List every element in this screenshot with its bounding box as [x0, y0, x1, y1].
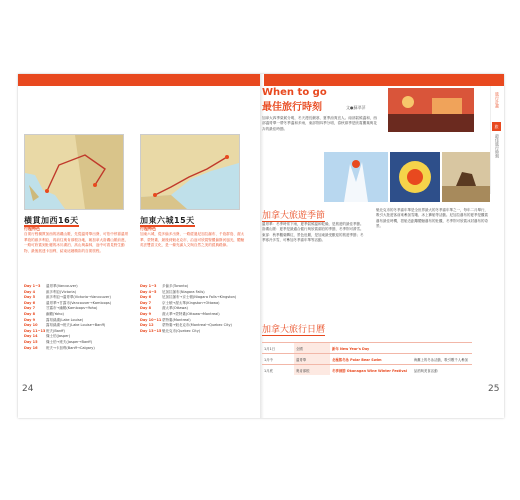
calendar-table: [262, 342, 472, 375]
itinerary-stop: 京士頓→渥太華(Kingston→Ottawa): [162, 300, 220, 305]
itinerary-day: Day 8: [24, 311, 36, 316]
itinerary-stop: 溫哥華→甘露市(Vancouver→Kamloops): [46, 300, 112, 305]
itinerary-stop: 維多利亞→溫哥華(Victoria→Vancouver): [46, 295, 111, 300]
calendar-place: 奧肯那根: [294, 365, 330, 376]
calendar-row: [262, 343, 472, 354]
itinerary-stop: 尼加拉瀑布(Niagara Falls): [162, 289, 205, 294]
map-western-canada: [24, 134, 124, 210]
byline: 文●蘇翠萍: [346, 105, 366, 110]
itinerary-stop: 魁北克市(Quebec City): [162, 328, 201, 333]
intro-text: 加拿大四季氣候分明，冬天漫長嚴寒，夏季涼爽宜人。南部氣候溫和，西部溫哥華一帶冬季溫和多雨，東部則四季分明，春秋兩季是欣賞楓葉與花卉的最佳時節。: [262, 116, 377, 131]
itinerary-stop: 溫哥華(Vancouver): [46, 284, 78, 288]
itinerary-row: [24, 346, 132, 352]
itinerary-stop: 渥太華(Ottawa): [162, 306, 188, 311]
itinerary-day: Day 7: [140, 300, 152, 305]
itinerary-day: Day 6: [140, 295, 152, 300]
map-eastern-canada: [140, 134, 240, 210]
itinerary-day: Day 10: [24, 323, 38, 328]
section-travel-seasons-body-2: 魁北克市的冬季嘉年華是全世界最大的冬季嘉年華之一，每年二月舉行，吸引大批遊客前來參加雪雕、冰上賽船等活動。尼加拉瀑布的夏季是觀賞瀑布最佳時機，搭船近距離體驗瀑布的壯觀，冬季則可欣賞冰封瀑布的奇景。: [376, 208, 488, 229]
page-number-right: 25: [488, 384, 500, 394]
route-subtitle-east: 行程特色: [140, 226, 156, 231]
section-travel-seasons-body: 溫哥華：冬季時常下雨，夏季氣候溫和乾燥，是旅遊的最佳季節。洛磯山脈：夏季是最適合健行與欣賞湖泊的季節，冬季則可滑雪。東部：秋季楓葉轉紅，景色壯麗，是加東最受歡迎的旅遊季節；冬季寒冷多雪，可參加冬季嘉年華等活動。: [262, 222, 364, 243]
itinerary-stop: 渥太華→蒙特婁(Ottawa→Montreal): [162, 311, 220, 316]
calendar-event: 新年 New Year's Day: [330, 343, 412, 354]
itinerary-day: Day 12: [140, 323, 154, 328]
itinerary-row: [140, 329, 248, 335]
itinerary-stop: 蒙特婁(Montreal): [162, 317, 191, 322]
itinerary-day: Day 1~3: [24, 284, 41, 288]
route-title-east: 加東六城15天: [140, 216, 195, 225]
itinerary-day: Day 9: [140, 311, 152, 316]
calendar-date: 1月1日: [262, 343, 294, 354]
route-days-west: [24, 284, 132, 351]
photo-sky-lanterns: [388, 88, 474, 132]
itinerary-stop: 多倫多(Toronto): [162, 284, 189, 288]
itinerary-stop: 露易絲湖→班夫(Lake Louise→Banff): [46, 323, 106, 328]
itinerary-day: Day 10~11: [140, 317, 162, 322]
kicker: When to go: [262, 87, 327, 98]
itinerary-day: Day 1~3: [140, 284, 157, 288]
itinerary-day: Day 4~5: [140, 289, 157, 294]
calendar-event: 北極熊冬泳 Polar Bear Swim: [330, 354, 412, 365]
calendar-place: 溫哥華: [294, 354, 330, 365]
itinerary-day: Day 16: [24, 345, 38, 350]
side-tab-sub: 最佳旅行時刻: [495, 134, 500, 158]
photo-ice-sculpture: [324, 152, 388, 202]
calendar-note: [412, 343, 472, 354]
itinerary-day: Day 4: [24, 289, 36, 294]
page-title: 最佳旅行時刻: [262, 102, 322, 113]
calendar-date: 1月中: [262, 354, 294, 365]
itinerary-stop: 蒙特婁→魁北克市(Montreal→Quebec City): [162, 323, 232, 328]
section-travel-calendar: 加拿大旅行日曆: [262, 325, 326, 335]
itinerary-day: Day 13~15: [140, 328, 162, 333]
itinerary-day: Day 14: [24, 334, 38, 339]
itinerary-stop: 幽鶴(Yoho): [46, 311, 64, 316]
calendar-note: 海灘上的冬泳活動，吸引數千人參加: [412, 354, 472, 365]
route-days-east: [140, 284, 248, 334]
itinerary-day: Day 8: [140, 306, 152, 311]
itinerary-stop: 傑士伯(Jasper): [46, 334, 71, 339]
itinerary-day: Day 9: [24, 317, 36, 322]
itinerary-stop: 維多利亞(Victoria): [46, 289, 77, 294]
photo-festival-pinwheel: [390, 152, 440, 202]
itinerary-stop: 班夫→卡加利(Banff→Calgary): [46, 345, 95, 350]
itinerary-stop: 班夫(Banff): [46, 328, 65, 333]
calendar-note: 品酒與美食活動: [412, 365, 472, 376]
route-subtitle-west: 行程特色: [24, 226, 40, 231]
itinerary-day: Day 11~13: [24, 328, 46, 333]
itinerary-stop: 尼加拉瀑布→京士頓(Niagara Falls→Kingston): [162, 295, 237, 300]
itinerary-stop: 露易絲湖(Lake Louise): [46, 317, 84, 322]
side-tab-label: 旅行計畫: [495, 92, 500, 108]
itinerary-day: Day 5: [24, 295, 36, 300]
itinerary-day: Day 7: [24, 306, 36, 311]
route-description-west: 自駕行程橫貫加西的洛磯山脈，先從溫哥華出發，可依中停靠溫哥華島的維多利亞，再前往奧肯那根谷地，朝加拿大洛磯山脈前進，一路可欣賞到壯麗的冰川湖泊、高山與森林，途中可看見野生動物，最後抵達卡加利，結束這趟精彩的自駕旅程。: [24, 232, 129, 253]
route-title-west: 橫貫加西16天: [24, 216, 79, 225]
book-spread: [18, 74, 504, 418]
calendar-event: 冬季酒節 Okanagan Wine Winter Festival: [330, 365, 412, 376]
photo-rodeo: [442, 152, 490, 202]
itinerary-day: Day 6: [24, 300, 36, 305]
itinerary-day: Day 15: [24, 339, 38, 344]
route-description-east: 加東六城，從多倫多出發，一路經過尼加拉瀑布、千島群島、渥太華、蒙特婁，最後到魁北克市，沿途可欣賞聖羅倫斯河風光，體驗英法雙語文化，是一條充滿人文與自然之美的經典路線。: [140, 232, 245, 248]
calendar-row: [262, 354, 472, 365]
itinerary-stop: 甘露市→幽鶴(Kamloops→Yoho): [46, 306, 98, 311]
section-travel-seasons: 加拿大旅遊季節: [262, 211, 326, 221]
itinerary-stop: 傑士伯→班夫(Jasper→Banff): [46, 339, 93, 344]
calendar-date: 1月底: [262, 365, 294, 376]
side-tab-mark: 旅: [492, 122, 501, 131]
page-number-left: 24: [22, 384, 34, 394]
calendar-row: [262, 365, 472, 376]
calendar-place: 全國: [294, 343, 330, 354]
